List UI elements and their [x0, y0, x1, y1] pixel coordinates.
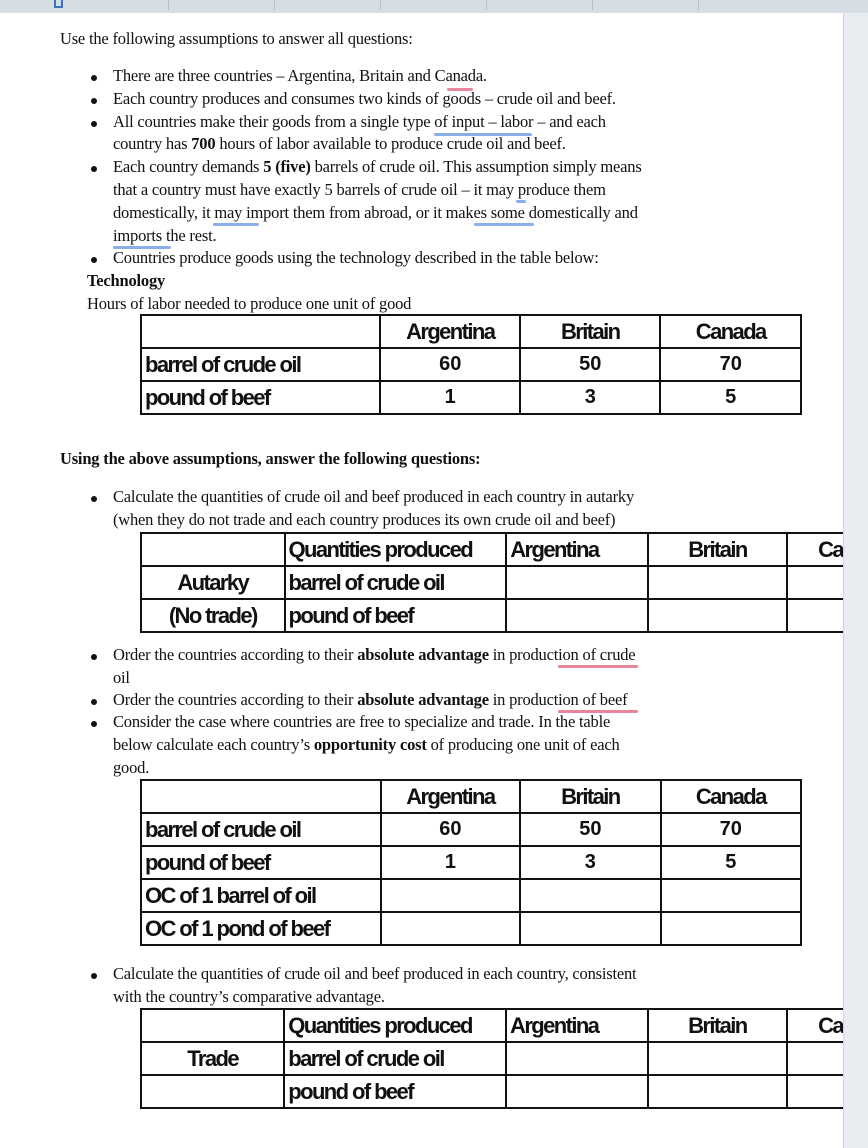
bullet [91, 121, 97, 127]
table-cell: 5 [661, 846, 801, 879]
answer-cell[interactable] [520, 912, 660, 945]
row-label: pound of beef [141, 381, 380, 414]
row-label: pound of beef [284, 1075, 506, 1108]
column-header-argentina: Argentina [381, 780, 521, 813]
assumption-3-line-1: All countries make their goods from a single type of input – labor – and each [113, 112, 606, 131]
row-label: barrel of crude oil [141, 348, 380, 381]
column-header-britain: Britain [648, 533, 787, 566]
question-2-line-1: Order the countries according to their absolute advantage in production of crude [113, 645, 636, 664]
grammar-underline [213, 223, 259, 226]
trade-table [140, 1008, 843, 1109]
grammar-underline [474, 223, 534, 226]
opportunity-cost-table [140, 779, 802, 946]
assumption-2: Each country produces and consumes two kinds of goods – crude oil and beef. [113, 89, 616, 108]
table-cell: 3 [520, 846, 660, 879]
row-label: OC of 1 pond of beef [141, 912, 381, 945]
question-1-line-2: (when they do not trade and each country produces its own crude oil and beef) [113, 510, 616, 529]
technology-subheading: Hours of labor needed to produce one unit of good [87, 294, 412, 313]
row-label: pound of beef [141, 846, 381, 879]
bullet [91, 496, 97, 502]
bullet [91, 75, 97, 81]
table-cell [141, 315, 380, 348]
table-row [141, 566, 843, 599]
question-5-line-2: with the country’s comparative advantage. [113, 987, 385, 1006]
column-header-canada: Canada [661, 780, 801, 813]
assumption-5: Countries produce goods using the technology described in the table below: [113, 248, 599, 267]
table-row [141, 912, 801, 945]
answer-cell[interactable] [787, 599, 843, 632]
answer-cell[interactable] [661, 879, 801, 912]
answer-cell[interactable] [381, 912, 521, 945]
answer-cell[interactable] [506, 599, 648, 632]
bullet [91, 166, 97, 172]
column-header-britain: Britain [648, 1009, 787, 1042]
table-cell: 3 [520, 381, 660, 414]
right-gutter [843, 13, 868, 1148]
table-cell [141, 533, 285, 566]
answer-cell[interactable] [661, 912, 801, 945]
technology-heading: Technology [87, 271, 166, 290]
table-row [141, 846, 801, 879]
assumption-4-line-1: Each country demands 5 (five) barrels of crude oil. This assumption simply means [113, 157, 642, 176]
ruler-tick [168, 0, 169, 10]
bullet [91, 973, 97, 979]
answer-cell[interactable] [648, 566, 787, 599]
column-header-canada: Canada [660, 315, 801, 348]
answer-cell[interactable] [787, 1075, 843, 1108]
table-cell: 70 [660, 348, 801, 381]
autarky-table [140, 532, 843, 633]
column-header-britain: Britain [520, 315, 660, 348]
column-header-argentina: Argentina [380, 315, 520, 348]
table-cell: 60 [381, 813, 521, 846]
ruler-tick [380, 0, 381, 10]
answer-cell[interactable] [787, 1042, 843, 1075]
table-cell: 1 [381, 846, 521, 879]
bullet [91, 699, 97, 705]
spellcheck-underline [558, 665, 638, 668]
ruler-tick [274, 0, 275, 10]
assumption-3-line-2: country has 700 hours of labor available to produce crude oil and beef. [113, 134, 566, 153]
assumption-4-line-4: imports the rest. [113, 226, 217, 245]
question-4-line-3: good. [113, 758, 150, 777]
question-1-line-1: Calculate the quantities of crude oil and beef produced in each country in autarky [113, 487, 635, 506]
table-row [141, 1075, 843, 1108]
row-label-no-trade: (No trade) [141, 599, 285, 632]
table-row [141, 315, 801, 348]
assumption-1: There are three countries – Argentina, Britain and Canada. [113, 66, 487, 85]
answer-cell[interactable] [520, 879, 660, 912]
column-header-quantities: Quantities produced [285, 533, 507, 566]
document-page[interactable] [0, 13, 843, 1148]
row-label: barrel of crude oil [141, 813, 381, 846]
row-label: barrel of crude oil [284, 1042, 506, 1075]
table-cell [141, 1009, 284, 1042]
answer-cell[interactable] [648, 599, 787, 632]
table-cell [141, 780, 381, 813]
assumption-4-line-3: domestically, it may import them from abroad, or it makes some domestically and [113, 203, 638, 222]
bullet [91, 98, 97, 104]
table-row [141, 813, 801, 846]
ruler-tick [486, 0, 487, 10]
table-row [141, 1042, 843, 1075]
technology-table [140, 314, 802, 415]
table-row [141, 348, 801, 381]
answer-cell[interactable] [381, 879, 521, 912]
table-cell: 50 [520, 348, 660, 381]
table-cell: 60 [380, 348, 520, 381]
bullet [91, 257, 97, 263]
table-row [141, 533, 843, 566]
ruler-tick [592, 0, 593, 10]
table-row [141, 1009, 843, 1042]
questions-heading: Using the above assumptions, answer the following questions: [60, 449, 481, 468]
column-header-britain: Britain [520, 780, 660, 813]
question-3: Order the countries according to their absolute advantage in production of beef [113, 690, 628, 709]
answer-cell[interactable] [506, 1042, 648, 1075]
table-row [141, 780, 801, 813]
row-label: OC of 1 barrel of oil [141, 879, 381, 912]
assumption-4-line-2: that a country must have exactly 5 barrels of crude oil – it may produce them [113, 180, 606, 199]
table-cell: 50 [520, 813, 660, 846]
table-cell [141, 1075, 284, 1108]
row-label: barrel of crude oil [285, 566, 507, 599]
column-header-canada: Ca [787, 1009, 843, 1042]
bullet [91, 721, 97, 727]
question-4-line-2: below calculate each country’s opportunity cost of producing one unit of each [113, 735, 620, 754]
answer-cell[interactable] [648, 1042, 787, 1075]
top-ruler [0, 0, 868, 13]
column-header-canada: Ca [787, 533, 843, 566]
row-label: pound of beef [285, 599, 507, 632]
row-label-autarky: Autarky [141, 566, 285, 599]
table-row [141, 381, 801, 414]
table-cell: 70 [661, 813, 801, 846]
column-header-quantities: Quantities produced [284, 1009, 506, 1042]
ruler-tick [698, 0, 699, 10]
question-4-line-1: Consider the case where countries are free to specialize and trade. In the table [113, 712, 611, 731]
answer-cell[interactable] [506, 566, 648, 599]
answer-cell[interactable] [787, 566, 843, 599]
table-row [141, 879, 801, 912]
table-row [141, 599, 843, 632]
question-2-line-2: oil [113, 668, 130, 687]
ruler-marker-icon[interactable] [54, 0, 63, 8]
row-label-trade: Trade [141, 1042, 284, 1075]
intro-text: Use the following assumptions to answer all questions: [60, 29, 413, 48]
column-header-argentina: Argentina [506, 533, 648, 566]
answer-cell[interactable] [506, 1075, 648, 1108]
table-cell: 5 [660, 381, 801, 414]
table-cell: 1 [380, 381, 520, 414]
question-5-line-1: Calculate the quantities of crude oil and beef produced in each country, consistent [113, 964, 637, 983]
bullet [91, 654, 97, 660]
column-header-argentina: Argentina [506, 1009, 648, 1042]
answer-cell[interactable] [648, 1075, 787, 1108]
